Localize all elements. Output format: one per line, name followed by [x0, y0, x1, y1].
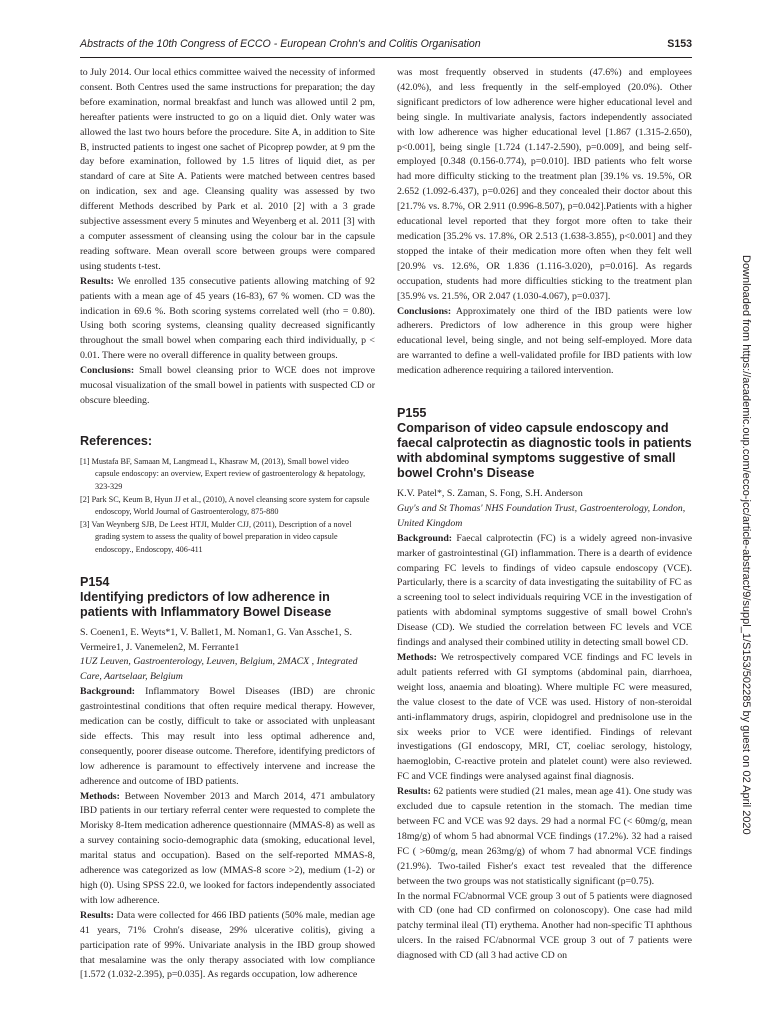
- background-paragraph: [397, 532, 692, 651]
- background-text: Inflammatory Bowel Diseases (IBD) are chronic gastrointestinal conditions that often require medical therapy. However, medication can be costly, difficult to take or associated with unpleasant side effects. This may result into less optimal adherence and, consequently, poorer disease outcome. Therefore, identifying predictors of low adherence is paramount to effectively intervene and increase the adherence and outcome of IBD patients.: [80, 686, 375, 787]
- abstract-title: Comparison of video capsule endoscopy and faecal calprotectin as diagnostic tools in patients with abdominal symptoms suggestive of small bowel Crohn's Disease: [397, 421, 692, 481]
- background-label: Background:: [80, 686, 136, 698]
- results-paragraph: [397, 785, 692, 889]
- reference-item: [1] Mustafa BF, Samaan M, Langmead L, Khasraw M, (2013), Small bowel video capsule endoscopy: an overview, Expert review of gastroenterology & hepatology, 323-329: [80, 456, 366, 492]
- methods-text: We retrospectively compared VCE findings and FC levels in adult patients referred with GI symptoms (abdominal pain, diarrhoea, weight loss, anaemia and bloating). Where multiple FC were measured, the value closest to the date of VCE was used. History of non-steroidal anti-inflammatory drugs, aspirin, clopidogrel and prednisolone use in the six weeks prior to VCE were identified. Findings of relevant investigations (GI endoscopy, MRI, CT, coeliac serology, histology, haemoglobin, C-reactive protein and platelet count) were also reviewed. FC and VCE findings were analysed against final diagnosis.: [397, 652, 692, 783]
- results-label: Results:: [80, 909, 114, 921]
- methods-label: Methods:: [80, 790, 120, 802]
- abstract-id: P154: [80, 574, 110, 589]
- affiliation: Guy's and St Thomas' NHS Foundation Trust, Gastroenterology, London, United Kingdom: [397, 502, 686, 529]
- results-text: Data were collected for 466 IBD patients (50% male, median age 41 years, 71% Crohn's disease, 29% ulcerative colitis), giving a participation rate of 99%. Univariate analysis in the IBD group showed that mesalamine was the only therapy associated with low compliance [1.572 (1.032-2.395), p=0.035]. As regards occupation, low adherence: [80, 909, 375, 981]
- p154-results-continued: was most frequently observed in students (47.6%) and employees (42.0%), and less frequently in the self-employed (20.0%). Other significant predictors of low adherence were higher educational level and being single. In multivariate analysis, factors independently associated with low adherence was higher educational level [1.867 (1.315-2.650), p<0.001], being single [1.724 (1.147-2.590), p=0.009], and being self-employed [0.348 (0.156-0.774), p=0.010]. IBD patients who felt worse had more difficulty sticking to the treatment plan [39.1% vs. 19.5%, OR 2.652 (1.092-6.437), p=0.026] and they concealed their doctor about this [21.7% vs. 8.7%, OR 2.911 (0.996-8.507), p=0.042].Patients with a higher educational level reported that they forgot more often to take their medication [35.2% vs. 17.8%, OR 2.513 (1.638-3.855), p<0.001] and they stopped the intake of their medication more often when they felt well [20.9% vs. 12.6%, OR 1.836 (1.116-3.020), p=0.016]. As regards occupation, students had more difficulties sticking to the treatment plan [35.9% vs. 21.5%, OR 2.047 (1.030-4.067), p=0.037].: [397, 67, 692, 302]
- background-paragraph: [80, 685, 375, 789]
- methods-paragraph: [80, 790, 375, 909]
- reference-item: [3] Van Weynberg SJB, De Leest HTJI, Mulder CJJ, (2011), Description of a novel grading system to assess the quality of bowel preparation in video capsule endoscopy., Endoscopy, 406-411: [80, 519, 352, 554]
- background-text: Faecal calprotectin (FC) is a widely agreed non-invasive marker of gastrointestinal (GI) inflammation. There is a dearth of evidence comparing FC levels to findings of video capsule endoscopy (VCE). Particularly, there is a scarcity of data investigating the suitability of FC as a screening tool to select individuals requiring VCE in the investigation of patients with abdominal symptoms suggestive of small bowel Crohn's Disease (CD). We studied the correlation between FC levels and VCE findings and analysed their combined utility in detecting small bowel CD.: [397, 532, 692, 649]
- header-rule: [80, 57, 692, 58]
- affiliation: 1UZ Leuven, Gastroenterology, Leuven, Belgium, 2MACX , Integrated Care, Aartselaar, Belgium: [80, 656, 358, 683]
- previous-abstract-methods: to July 2014. Our local ethics committee waived the necessity of informed consent. Both Centres used the same instructions for preparation; the day before examination, normal breakfast and lunch was allowed until 2 pm, hereafter patients were instructed to go on a liquid diet. Only water was allowed the last two hours before the procedure. Site A, in addition to Site B, instructed patients to ingest one sachet of Picoprep powder, at 9 pm the day before examination, followed by 1.5 litres of liquid diet, as per standard of care at Site A. Patients were matched between centres based on indication, sex and age. Cleansing quality was assessed by two different Methods described by Park et al. 2010 [2] with a 3 grade subjective assessment every 5 minutes and Weyenberg et al. 2011 [3] with a computer assessment of cleansing using the colour bar in the capsule reading software. Mean overall score between groups were compared using students t-test.: [80, 67, 375, 272]
- results-paragraph: [80, 909, 375, 984]
- abstract-title: Identifying predictors of low adherence in patients with Inflammatory Bowel Disease: [80, 589, 332, 619]
- results-text: We enrolled 135 consecutive patients allowing matching of 92 patients with a mean age of 45 years (16-83), 67 % women. CD was the indication in 69.6 %. Both scoring systems correlated well (rho = 0.80). Using both scoring systems, cleansing quality decreased significantly throughout the small bowel when comparing each third individually, p < 0.01. There were no overall difference in quality between groups.: [80, 275, 375, 362]
- conclusions-label: Conclusions:: [80, 365, 135, 377]
- background-label: Background:: [397, 532, 453, 544]
- results-text: 62 patients were studied (21 males, mean age 41). One study was excluded due to capsule retention in the stomach. The median time between FC and VCE was 92 days. 29 had a normal FC (< 60mg/g, mean 18mg/g) of whom 5 had abnormal VCE findings (17.2%). 32 had a raised FC ( >60mg/g, mean 263mg/g) of whom 7 had abnormal VCE findings (21.9%). Two-tailed Fisher's exact test revealed that the difference between the two groups was not statistically significant (p=0.75).: [397, 786, 692, 887]
- left-column: [80, 66, 375, 983]
- author-list: S. Coenen1, E. Weyts*1, V. Ballet1, M. Noman1, G. Van Assche1, S. Vermeire1, J. Vanemelen2, M. Ferrante1: [80, 626, 352, 653]
- conclusions-label: Conclusions:: [397, 305, 452, 317]
- results-label: Results:: [80, 275, 114, 287]
- references-heading: References:: [80, 433, 153, 448]
- methods-text: Between November 2013 and March 2014, 471 ambulatory IBD patients in our tertiary referral center were requested to complete the Morisky 8-Item medication adherence questionnaire (MMAS-8) as well as a survey containing socio-demographic data (smoking, educational level, marital status and occupation). Based on the self-reported MMAS-8, adherence was categorized as low (MMAS-8 score >2), medium (1-2) or high (0). Using SPSS 22.0, we looked for factors independently associated with low adherence.: [80, 790, 375, 906]
- right-column: [397, 66, 692, 964]
- results-label: Results:: [397, 786, 431, 798]
- methods-label: Methods:: [397, 652, 437, 663]
- running-header: [80, 38, 692, 56]
- download-watermark: [734, 255, 754, 995]
- watermark-text: Downloaded from https://academic.oup.com/ecco-jcc/article-abstract/9/suppl_1/S153/502285 by guest on 02 April 2020: [740, 255, 752, 835]
- conclusions-text: Small bowel cleansing prior to WCE does not improve mucosal visualization of the small bowel in patients with suspected CD or obscure bleeding.: [80, 365, 375, 406]
- reference-item: [2] Park SC, Keum B, Hyun JJ et al., (2010), A novel cleansing score system for capsule endoscopy, World Journal of Gastroenterology, 875-880: [80, 494, 370, 517]
- results-paragraph-continued: In the normal FC/abnormal VCE group 3 out of 5 patients were diagnosed with CD (one had CD confirmed on colonoscopy). One case had mild patchy terminal ileal (TI) erythema. Another had non-specific TI aphthous ulcers. In the raised FC/abnormal VCE group 3 out of 7 patients were diagnosed with CD (all 3 had active CD on: [397, 890, 692, 962]
- p154-conclusions: [397, 305, 692, 380]
- previous-abstract-results: [80, 275, 375, 364]
- page-number: S153: [667, 38, 692, 50]
- abstract-id: P155: [397, 406, 427, 421]
- previous-abstract-conclusions: [80, 364, 375, 409]
- conclusions-text: Approximately one third of the IBD patients were low adherers. Predictors of low adherence in this group were higher educational level, being single, and not being self-employed. More data are warranted to define a well-validated profile for IBD patients with low medication adherence requiring a tailored intervention.: [397, 305, 692, 377]
- methods-paragraph: [397, 651, 692, 785]
- journal-title: Abstracts of the 10th Congress of ECCO - European Crohn's and Colitis Organisation: [80, 38, 481, 50]
- author-list: K.V. Patel*, S. Zaman, S. Fong, S.H. Anderson: [397, 488, 583, 500]
